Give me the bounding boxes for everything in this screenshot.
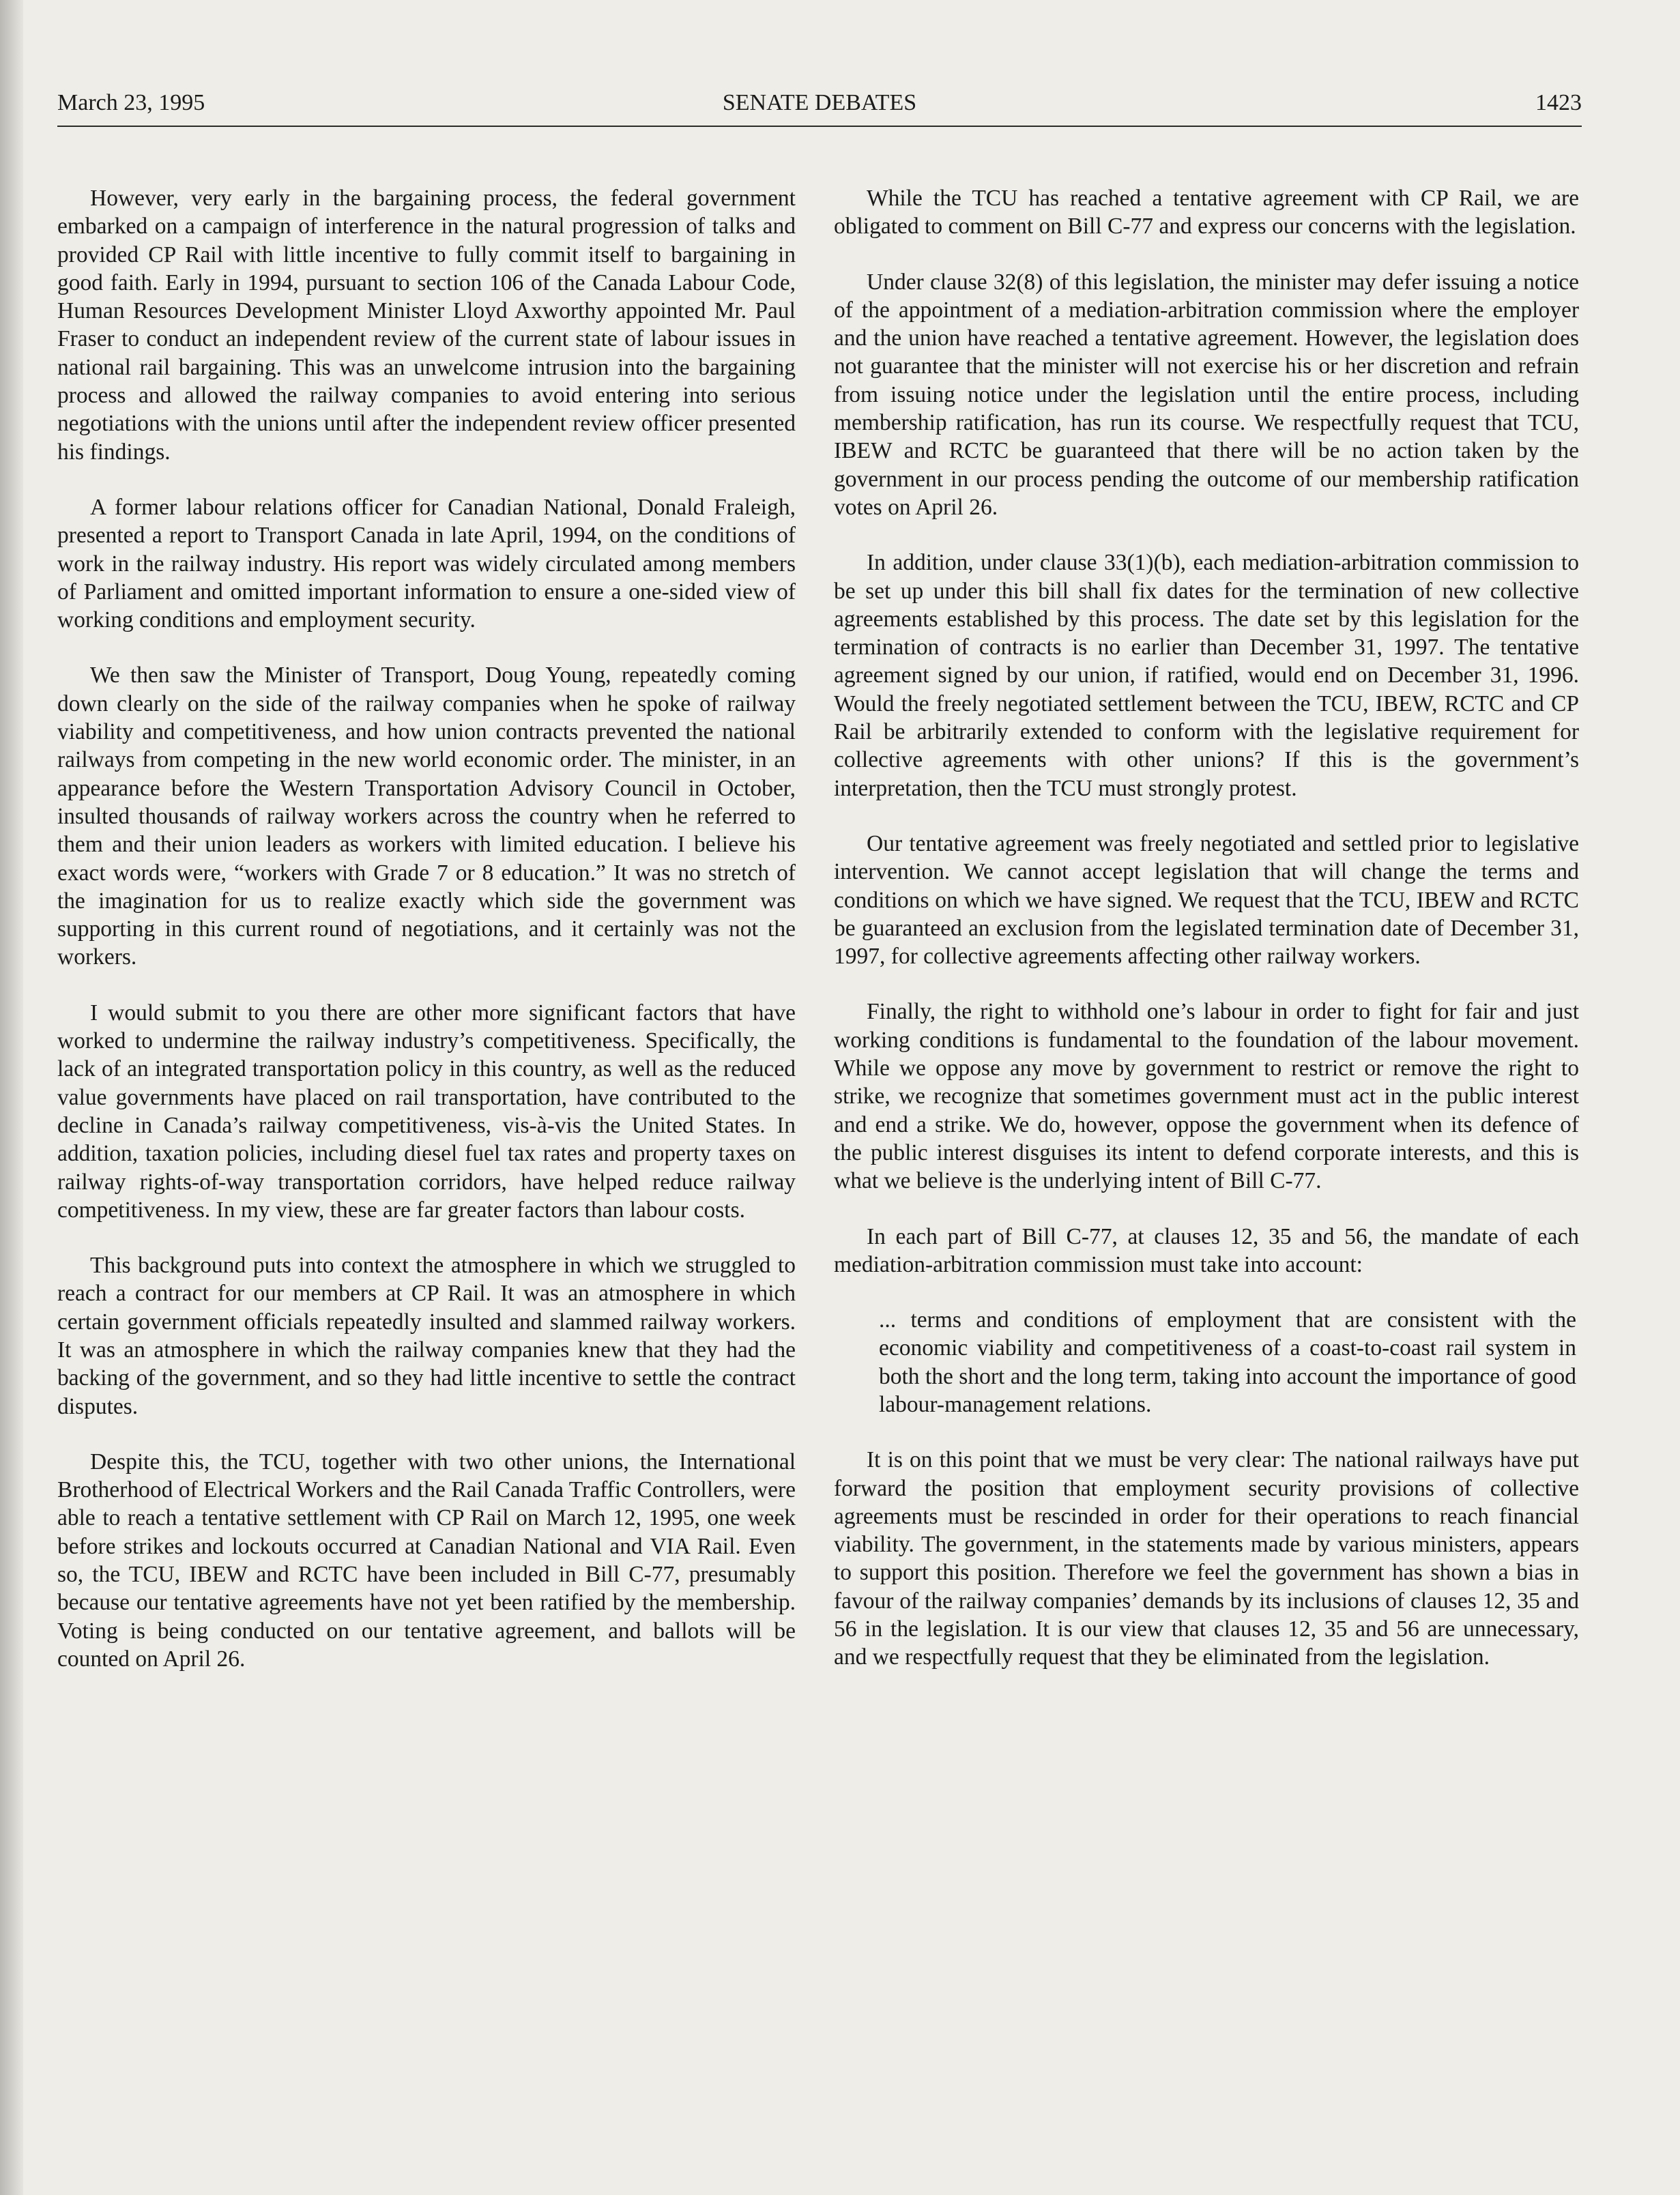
header-page-number: 1423	[1535, 90, 1582, 115]
paragraph: Despite this, the TCU, together with two other unions, the International Brotherhood of Electrical Workers and the Rail Canada Traffic Controllers, were able to reach a tentative settlement with CP Rail on March 12, 1995, one week before strikes and lockouts occurred at Canadian National and VIA Rail. Even so, the TCU, IBEW and RCTC have been included in Bill C-77, presumably because our tentative agreements have not yet been ratified by the membership. Voting is being conducted on our tentative agreement, and ballots will be counted on April 26.	[57, 1449, 796, 1672]
paragraph: Under clause 32(8) of this legislation, the minister may defer issuing a notice of the appointment of a mediation-arbitration commission where the employer and the union have reached a tentative agreement. However, the legislation does not guarantee that the minister will not exercise his or her discretion and refrain from issuing notice under the legislation until the entire process, including membership ratification, has run its course. We respectfully request that TCU, IBEW and RCTC be guaranteed that there will be no action taken by the government in our process pending the outcome of our membership ratification votes on April 26.	[834, 269, 1579, 520]
paragraph: Our tentative agreement was freely negotiated and settled prior to legislative intervention. We cannot accept legislation that will change the terms and conditions on which we have signed. We request that the TCU, IBEW and RCTC be guaranteed an exclusion from the legislated termination date of December 31, 1997, for collective agreements affecting other railway workers.	[834, 830, 1579, 970]
header-title: SENATE DEBATES	[722, 90, 917, 115]
paragraph: However, very early in the bargaining process, the federal government embarked on a campaign of interference in the natural progression of talks and provided CP Rail with little incentive to fully commit itself to bargaining in good faith. Early in 1994, pursuant to section 106 of the Canada Labour Code, Human Resources Development Minister Lloyd Axworthy appointed Mr. Paul Fraser to conduct an independent review of the current state of labour issues in national rail bargaining. This was an unwelcome intrusion into the bargaining process and allowed the railway companies to avoid entering into serious negotiations with the unions until after the independent review officer presented his findings.	[57, 186, 796, 465]
paragraph: In each part of Bill C-77, at clauses 12, 35 and 56, the mandate of each mediation-arbitration commission must take into account:	[834, 1223, 1579, 1277]
paragraph: In addition, under clause 33(1)(b), each mediation-arbitration commission to be set up under this bill shall fix dates for the termination of new collective agreements established by this process. The date set by this legislation for the termination of contracts is no earlier than December 31, 1997. The tentative agreement signed by our union, if ratified, would end on December 31, 1996. Would the freely negotiated settlement between the TCU, IBEW, RCTC and CP Rail be arbitrarily extended to conform with the legislative requirement for collective agreements with other unions? If this is the government’s interpretation, then the TCU must strongly protest.	[834, 550, 1579, 801]
paragraph: A former labour relations officer for Canadian National, Donald Fraleigh, presented a report to Transport Canada in late April, 1994, on the conditions of work in the railway industry. His report was widely circulated among members of Parliament and omitted important information to ensure a one-sided view of working conditions and employment security.	[57, 494, 796, 633]
paragraph: Finally, the right to withhold one’s labour in order to fight for fair and just working conditions is fundamental to the foundation of the labour movement. While we oppose any move by government to restrict or remove the right to strike, we recognize that sometimes government must act in the public interest and end a strike. We do, however, oppose the government when its defence of the public interest disguises its intent to defend corporate interests, and this is what we believe is the underlying intent of Bill C-77.	[834, 999, 1579, 1194]
paragraph: This background puts into context the atmosphere in which we struggled to reach a contract for our members at CP Rail. It was an atmosphere in which certain government officials repeatedly insulted and slammed railway workers. It was an atmosphere in which the railway companies knew that they had the backing of the government, and so they had little incentive to settle the contract disputes.	[57, 1253, 796, 1419]
page-header	[57, 90, 1582, 127]
scan-binding-shadow	[0, 0, 23, 2195]
paragraph: We then saw the Minister of Transport, Doug Young, repeatedly coming down clearly on the side of the railway companies when he spoke of railway viability and competitiveness, and how union contracts prevented the national railways from competing in the new world economic order. The minister, in an appearance before the Western Transportation Advisory Council in October, insulted thousands of railway workers across the country when he referred to them and their union leaders as workers with limited education. I believe his exact words were, “workers with Grade 7 or 8 education.” It was no stretch of the imagination for us to realize exactly which side the government was supporting in this current round of negotiations, and it certainly was not the workers.	[57, 663, 796, 970]
right-column	[834, 184, 1579, 1699]
left-column	[57, 184, 796, 1700]
paragraph: I would submit to you there are other more significant factors that have worked to undermine the railway industry’s competitiveness. Specifically, the lack of an integrated transportation policy in this country, as well as the reduced value governments have placed on rail transportation, have contributed to the decline in Canada’s railway competitiveness, vis-à-vis the United States. In addition, taxation policies, including diesel fuel tax rates and property taxes on railway rights-of-way transportation corridors, have helped reduce railway competitiveness. In my view, these are far greater factors than labour costs.	[57, 1000, 796, 1223]
paragraph: It is on this point that we must be very clear: The national railways have put forward the position that employment security provisions of collective agreements must be rescinded in order for their operations to reach financial viability. The government, in the statements made by various ministers, appears to support this position. Therefore we feel the government has shown a bias in favour of the railway companies’ demands by its inclusions of clauses 12, 35 and 56 in the legislation. It is our view that clauses 12, 35 and 56 are unnecessary, and we respectfully request that they be eliminated from the legislation.	[834, 1447, 1579, 1670]
header-date: March 23, 1995	[57, 90, 205, 115]
block-quote: ... terms and conditions of employment that are consistent with the economic viability and competitiveness of a coast-to-coast rail system in both the short and the long term, taking into account the importance of good labour-management relations.	[879, 1307, 1576, 1417]
paragraph: While the TCU has reached a tentative agreement with CP Rail, we are obligated to comment on Bill C-77 and express our concerns with the legislation.	[834, 186, 1579, 239]
